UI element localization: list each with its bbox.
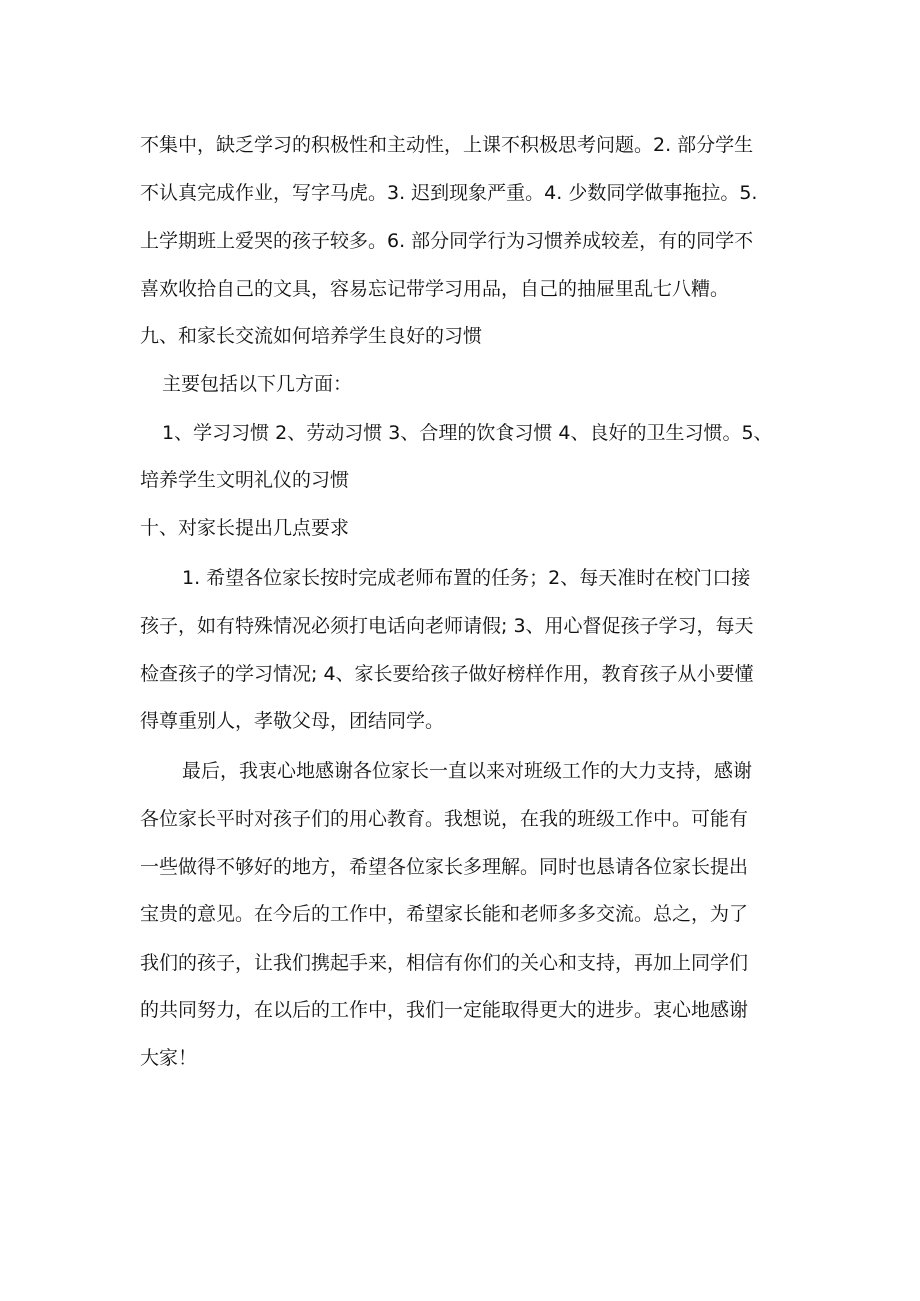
paragraph-text: 我们的孩子，让我们携起手来，相信有你们的关心和支持，再加上同学们 [140,952,749,974]
paragraph-text: 各位家长平时对孩子们的用心教育。我想说，在我的班级工作中。可能有 [140,808,749,830]
paragraph-text: 最后，我衷心地感谢各位家长一直以来对班级工作的大力支持，感谢 [182,760,753,782]
paragraph-line [0,361,920,407]
paragraph-line [0,1035,920,1081]
paragraph-line [0,603,920,649]
paragraph-text: 的共同努力，在以后的工作中，我们一定能取得更大的进步。衷心地感谢 [140,999,749,1021]
paragraph-line [0,987,920,1033]
paragraph-line [0,457,920,503]
section-heading [0,313,920,359]
paragraph-line [0,266,920,312]
paragraph-line [0,698,920,744]
section-heading [0,505,920,551]
paragraph-text: 检查孩子的学习情况; 4、家长要给孩子做好榜样作用，教育孩子从小要懂 [140,663,754,685]
paragraph-line [0,555,920,601]
paragraph-text: 1. 希望各位家长按时完成老师布置的任务；2、每天准时在校门口接 [182,567,751,589]
paragraph-text: 孩子，如有特殊情况必须打电话向老师请假; 3、用心督促孩子学习，每天 [140,615,754,637]
paragraph-line [0,891,920,937]
paragraph-text: 不集中，缺乏学习的积极性和主动性，上课不积极思考问题。2. 部分学生 [140,134,754,156]
paragraph-text: 1、学习习惯 2、劳动习惯 3、合理的饮食习惯 4、良好的卫生习惯。5、 [162,422,773,444]
paragraph-text: 一些做得不够好的地方，希望各位家长多理解。同时也恳请各位家长提出 [140,856,749,878]
heading-text: 十、对家长提出几点要求 [140,517,350,539]
paragraph-line [0,844,920,890]
heading-text: 九、和家长交流如何培养学生良好的习惯 [140,325,483,347]
paragraph-line [0,940,920,986]
paragraph-text: 得尊重别人，孝敬父母，团结同学。 [140,710,445,732]
paragraph-text: 不认真完成作业，写字马虎。3. 迟到现象严重。4. 少数同学做事拖拉。5. [140,182,758,204]
paragraph-text: 喜欢收拾自己的文具，容易忘记带学习用品，自己的抽屉里乱七八糟。 [140,278,730,300]
paragraph-line [0,796,920,842]
paragraph-line [0,651,920,697]
paragraph-line [0,748,920,794]
paragraph-text: 主要包括以下几方面： [162,373,353,395]
paragraph-line [0,122,920,168]
paragraph-text: 上学期班上爱哭的孩子较多。6. 部分同学行为习惯养成较差，有的同学不 [140,230,754,252]
paragraph-text: 大家！ [140,1047,198,1069]
paragraph-line [0,170,920,216]
paragraph-text: 宝贵的意见。在今后的工作中，希望家长能和老师多多交流。总之，为了 [140,903,749,925]
paragraph-line [0,410,920,456]
paragraph-text: 培养学生文明礼仪的习惯 [140,469,350,491]
paragraph-line [0,218,920,264]
